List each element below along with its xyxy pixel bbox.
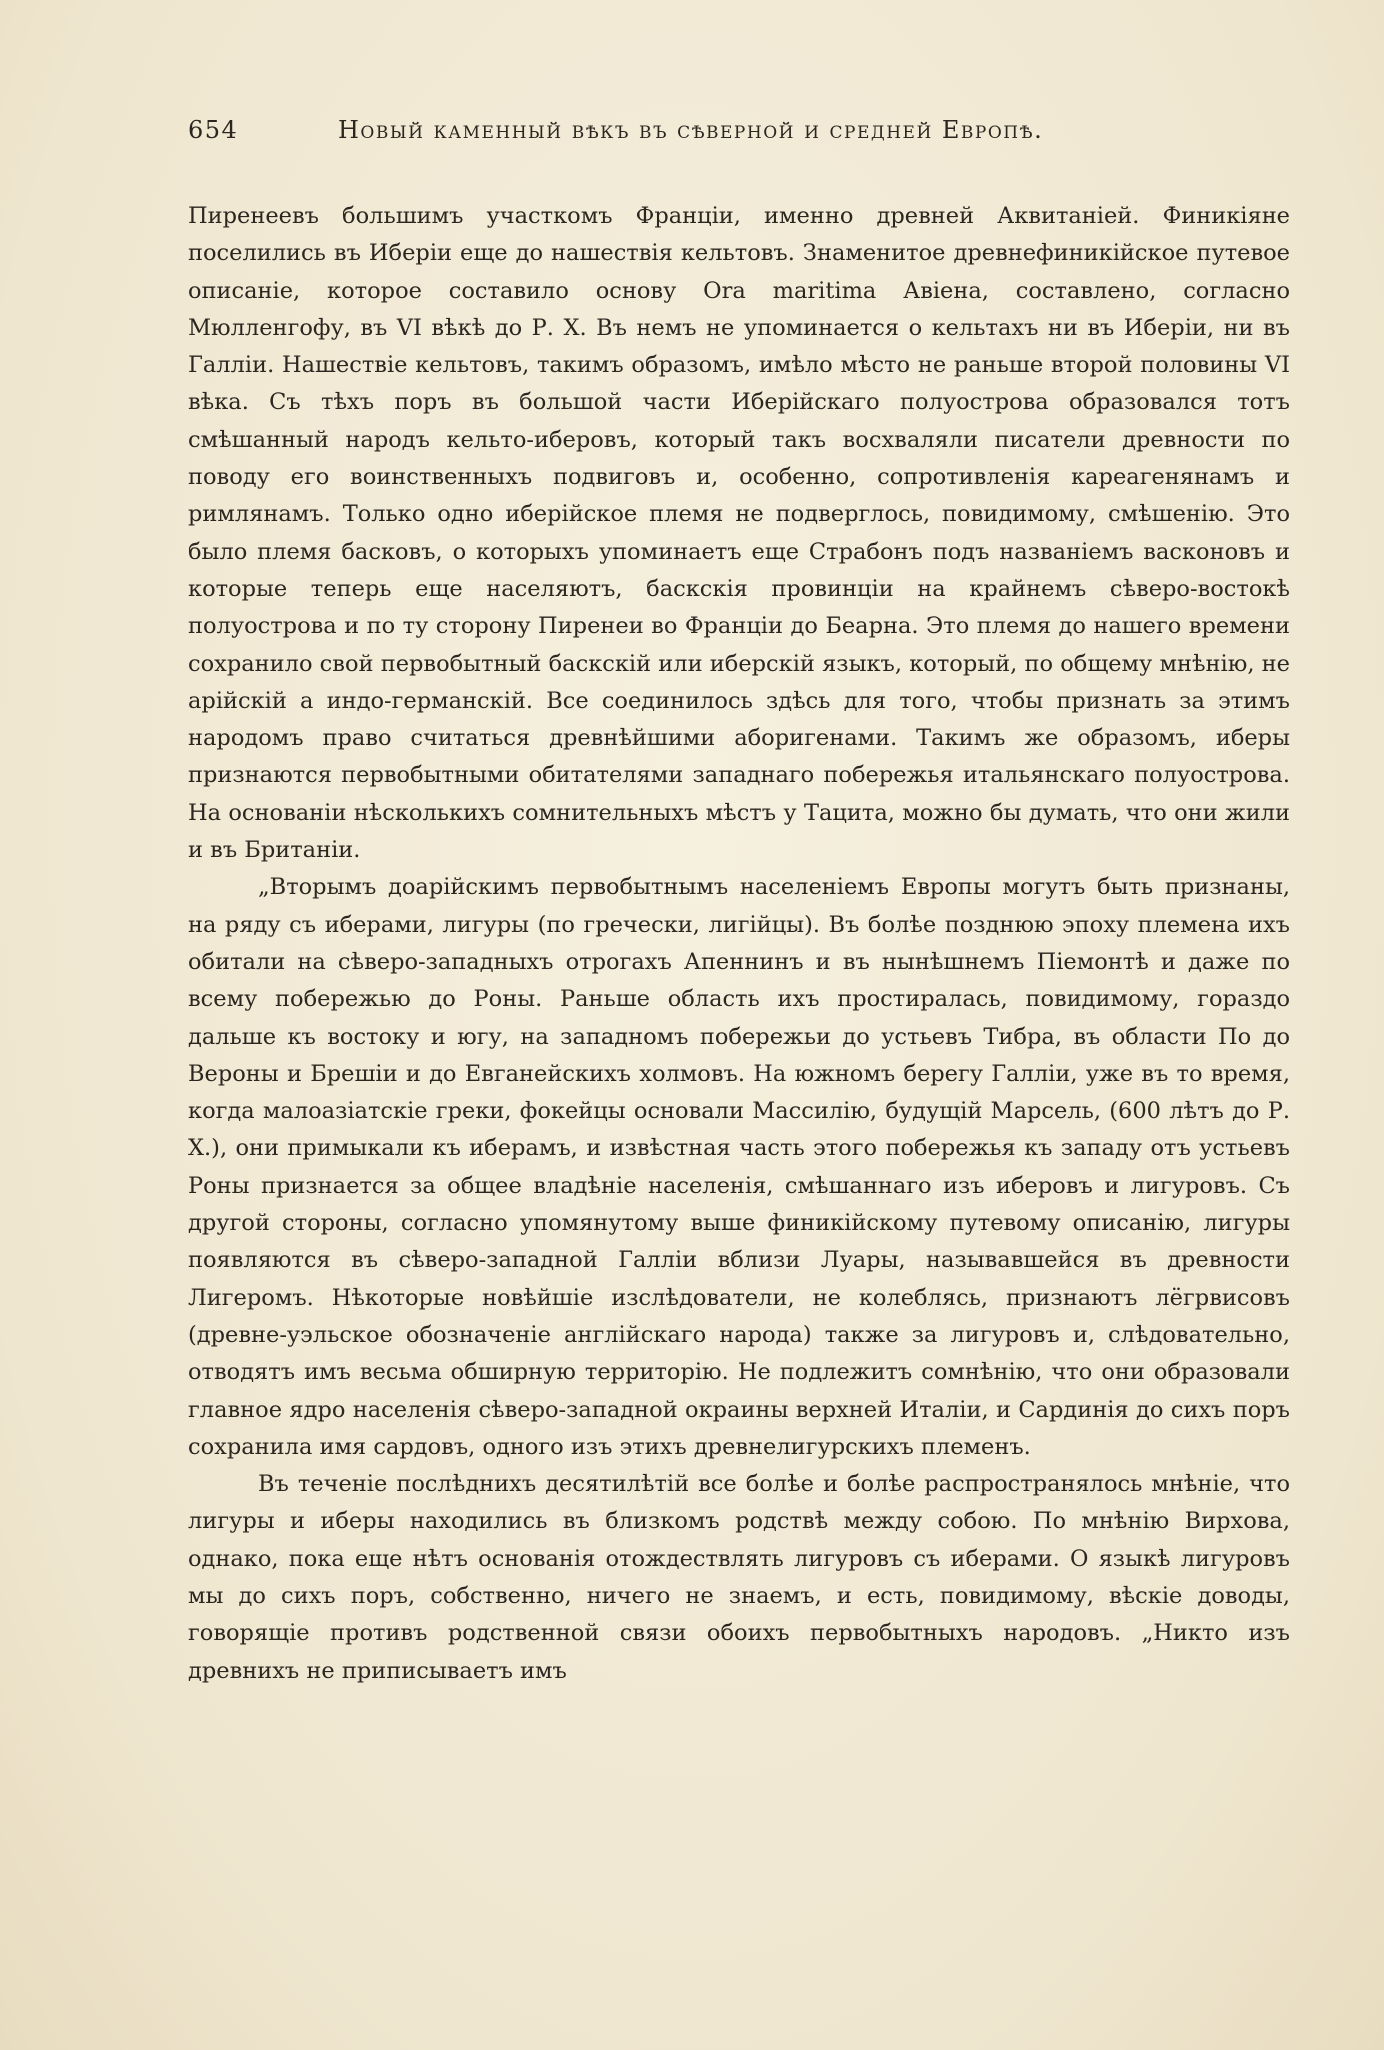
page-number: 654 — [188, 116, 239, 144]
paragraph-3: Въ теченіе послѣднихъ десятилѣтій все болѣе и болѣе распространялось мнѣніе, что лигуры и иберы находились въ близкомъ родствѣ между собою. По мнѣнію Вирхова, однако, пока еще нѣтъ основанія отождествлять лигуровъ съ иберами. О языкѣ лигуровъ мы до сихъ поръ, собственно, ничего не знаемъ, и есть, повидимому, вѣскіе доводы, говорящіе противъ родственной связи обоихъ первобытныхъ народовъ. „Никто изъ древнихъ не приписываетъ имъ — [188, 1471, 1290, 1684]
body-text — [188, 198, 1290, 1690]
paragraph-1: Пиренеевъ большимъ участкомъ Франціи, именно древней Аквитаніей. Финикіяне поселились въ Иберіи еще до нашествія кельтовъ. Знаменитое древнефиникійское путевое описаніе, которое составило основу Ora maritima Авіена, составлено, согласно Мюлленгофу, въ VI вѣкѣ до Р. Х. Въ немъ не упоминается о кельтахъ ни въ Иберіи, ни въ Галліи. Нашествіе кельтовъ, такимъ образомъ, имѣло мѣсто не раньше второй половины VI вѣка. Съ тѣхъ поръ въ большой части Иберійскаго полуострова образовался тотъ смѣшанный народъ кельто-иберовъ, который такъ восхваляли писатели древности по поводу его воинственныхъ подвиговъ и, особенно, сопротивленія кареагенянамъ и римлянамъ. Только одно иберійское племя не подверглось, повидимому, смѣшенію. Это было племя басковъ, о которыхъ упоминаетъ еще Страбонъ подъ названіемъ васконовъ и которые теперь еще населяютъ, баскскія провинціи на крайнемъ сѣверо-востокѣ полуострова и по ту сторону Пиренеи во Франціи до Беарна. Это племя до нашего времени сохранило свой первобытный баскскій или иберскій языкъ, который, по общему мнѣнію, не арійскій а индо-германскій. Все соединилось здѣсь для того, чтобы признать за этимъ народомъ право считаться древнѣйшими аборигенами. Такимъ же образомъ, иберы признаются первобытными обитателями западнаго побережья итальянскаго полуострова. На основаніи нѣсколькихъ сомнительныхъ мѣстъ у Тацита, можно бы думать, что они жили и въ Британіи. — [188, 203, 1290, 864]
paragraph-2: „Вторымъ доарійскимъ первобытнымъ населеніемъ Европы могутъ быть признаны, на ряду съ иберами, лигуры (по гречески, лигійцы). Въ болѣе позднюю эпоху племена ихъ обитали на сѣверо-западныхъ отрогахъ Апеннинъ и въ нынѣшнемъ Піемонтѣ и даже по всему побережью до Роны. Раньше область ихъ простиралась, повидимому, гораздо дальше къ востоку и югу, на западномъ побережьи до устьевъ Тибра, въ области По до Вероны и Брешіи и до Евганейскихъ холмовъ. На южномъ берегу Галліи, уже въ то время, когда малоазіатскіе греки, фокейцы основали Массилію, будущій Марсель, (600 лѣтъ до Р. Х.), они примыкали къ иберамъ, и извѣстная часть этого побережья къ западу отъ устьевъ Роны признается за общее владѣніе населенія, смѣшаннаго изъ иберовъ и лигуровъ. Съ другой стороны, согласно упомянутому выше финикійскому путевому описанію, лигуры появляются въ сѣверо-западной Галліи вблизи Луары, называвшейся въ древности Лигеромъ. Нѣкоторые новѣйшіе изслѣдователи, не колеблясь, признаютъ лёгрвисовъ (древне-уэльское обозначеніе англійскаго народа) также за лигуровъ и, слѣдовательно, отводятъ имъ весьма обширную территорію. Не подлежитъ сомнѣнію, что они образовали главное ядро населенія сѣверо-западной окраины верхней Италіи, и Сардинія до сихъ поръ сохранила имя сардовъ, одного изъ этихъ древнелигурскихъ племенъ. — [188, 874, 1290, 1460]
running-title: Новый каменный вѣкъ въ сѣверной и средней Европѣ. — [338, 116, 1044, 144]
running-head — [188, 116, 1290, 156]
